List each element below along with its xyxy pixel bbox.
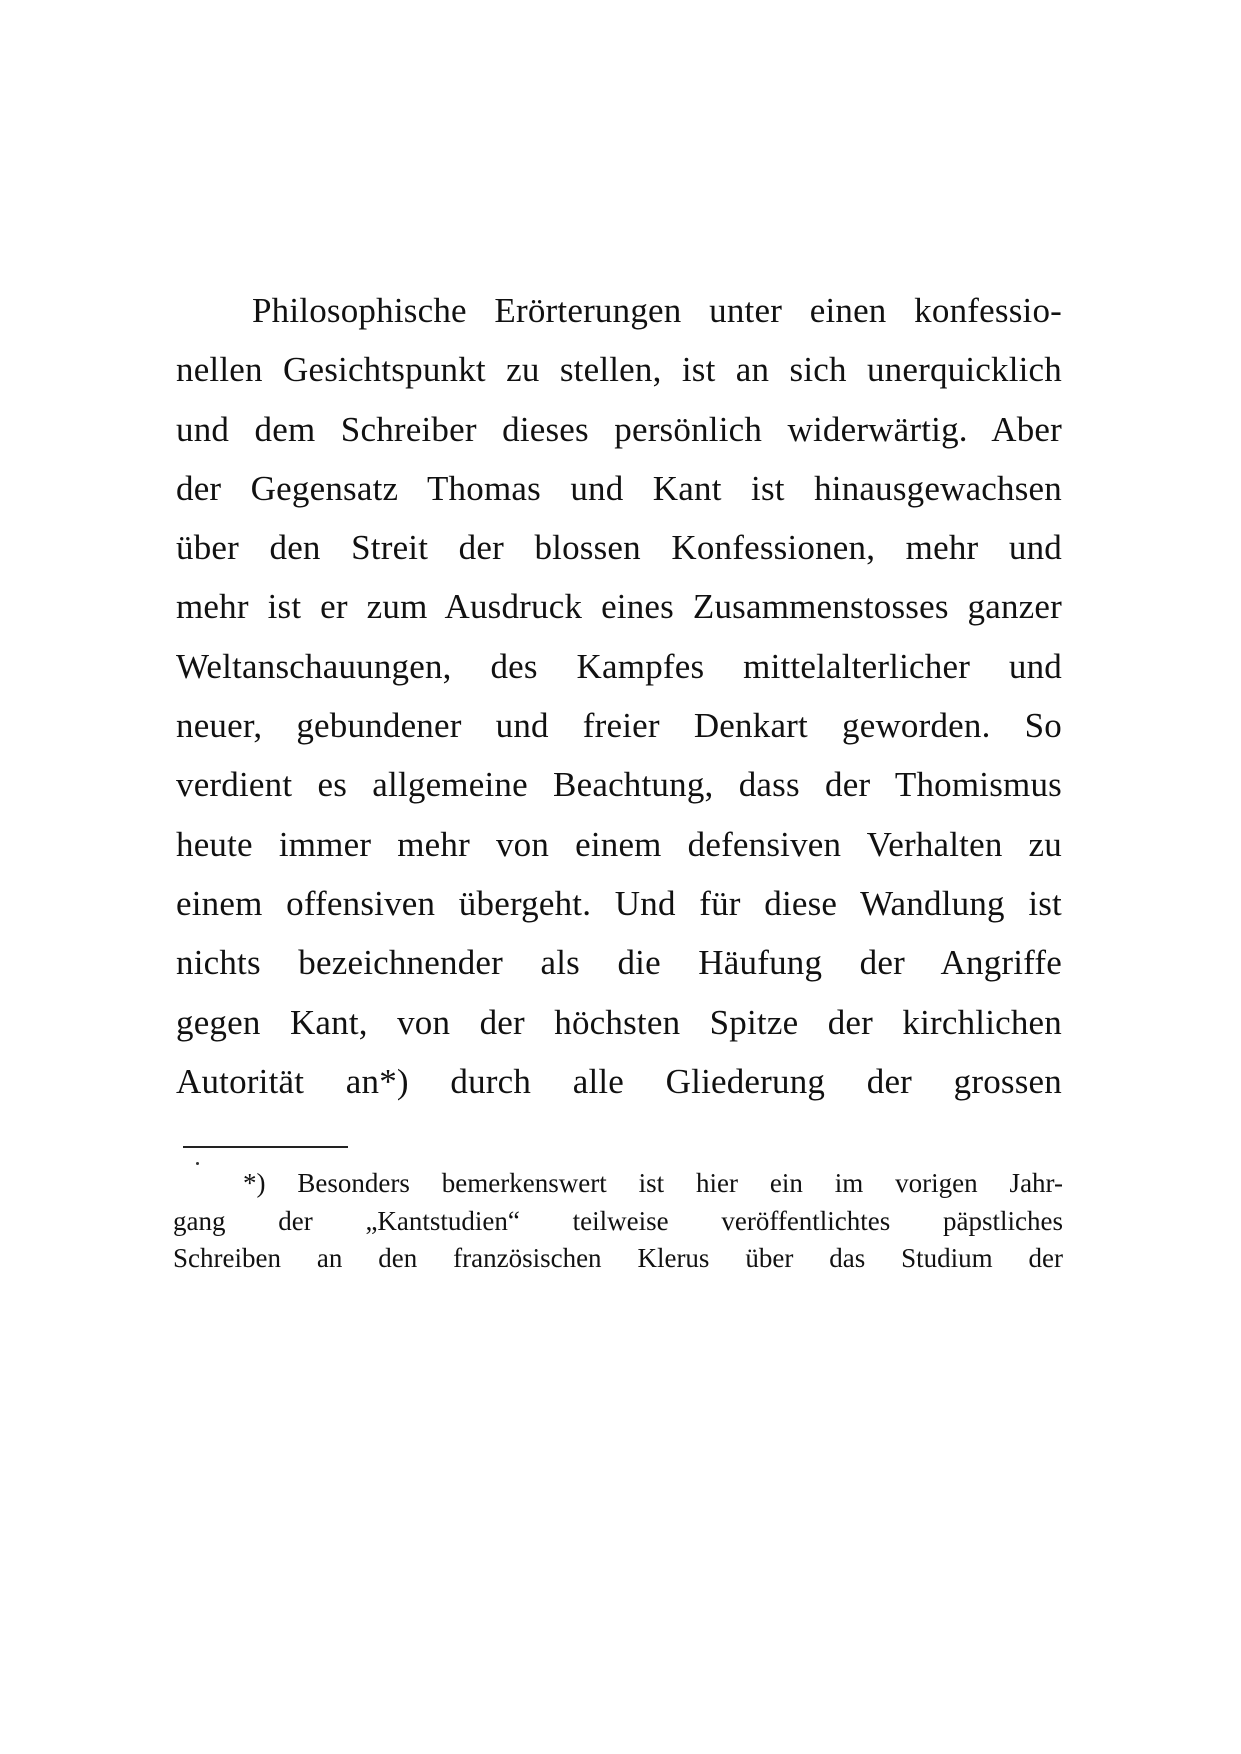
text-line: und dem Schreiber dieses persönlich widerwärtig. Aber bbox=[176, 409, 1062, 449]
footnote-line: Schreiben an den französischen Klerus über das Studium der bbox=[173, 1243, 1063, 1273]
text-line: nellen Gesichtspunkt zu stellen, ist an sich unerquicklich bbox=[176, 350, 1062, 390]
text-line: der Gegensatz Thomas und Kant ist hinausgewachsen bbox=[176, 468, 1062, 508]
footnote bbox=[173, 1165, 1063, 1278]
text-line: gegen Kant, von der höchsten Spitze der kirchlichen bbox=[176, 1002, 1062, 1042]
main-paragraph bbox=[176, 281, 1062, 1111]
footnote-line: gang der „Kantstudien“ teilweise veröffentlichtes päpstliches bbox=[173, 1205, 1063, 1236]
text-line: einem offensiven übergeht. Und für diese Wandlung ist bbox=[176, 883, 1062, 923]
text-line: verdient es allgemeine Beachtung, dass der Thomismus bbox=[176, 765, 1062, 805]
text-line: mehr ist er zum Ausdruck eines Zusammenstosses ganzer bbox=[176, 587, 1062, 627]
text-line: Philosophische Erörterungen unter einen konfessio- bbox=[252, 291, 1062, 330]
text-line: Weltanschauungen, des Kampfes mittelalterlicher und bbox=[176, 646, 1062, 686]
footnote-divider bbox=[183, 1146, 348, 1148]
text-line: Autorität an*) durch alle Gliederung der grossen bbox=[176, 1061, 1062, 1101]
text-line: heute immer mehr von einem defensiven Verhalten zu bbox=[176, 824, 1062, 864]
text-line: nichts bezeichnender als die Häufung der Angriffe bbox=[176, 943, 1062, 983]
text-line: neuer, gebundener und freier Denkart geworden. So bbox=[176, 706, 1062, 746]
text-line: über den Streit der blossen Konfessionen, mehr und bbox=[176, 528, 1062, 568]
footnote-line: *) Besonders bemerkenswert ist hier ein im vorigen Jahr- bbox=[243, 1168, 1063, 1198]
